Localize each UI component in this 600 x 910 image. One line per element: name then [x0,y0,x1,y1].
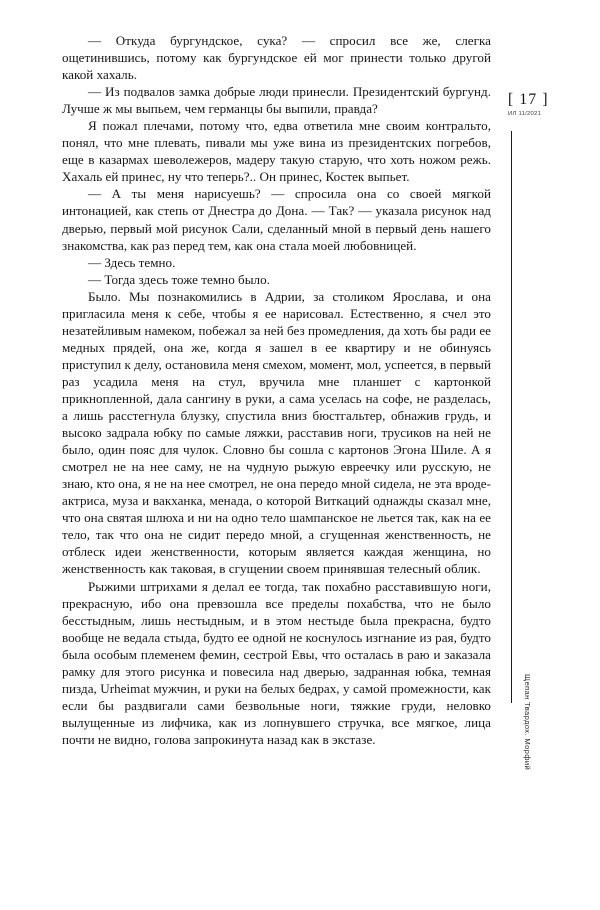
body-text-column [62,32,491,748]
paragraph: — Здесь темно. [88,254,176,270]
journal-issue-label: ИЛ 11/2021 [508,111,542,117]
paragraph: Было. Мы познакомились в Адрии, за столиком Ярослава, и она пригласила меня к себе, чтобы я ее нарисовал. Естественно, я счел это незатейливым намеком, побежал за ней без промедления, да хоть бы ради ее медных прядей, она же, когда я зашел в ее квартиру и не обинуясь приступил к делу, остановила меня смехом, момент, мол, успеется, в первый раз усадила меня на стул, вручила мне планшет с картонкой прикнопленной, дала сангину в руки, а сама уселась на софе, не разделась, а лишь расстегнула блузку, спустила вниз бюстгальтер, обнажив грудь, и высоко задрала юбку по самые ляжки, расставив ноги, трусиков на ней не было, один пояс для чулок. Словно бы сошла с картонов Эгона Шиле. А я смотрел не на нее саму, не на чудную рыжую евреечку или русскую, не знаю, кто она, я не на нее смотрел, не она передо мной сидела, не эта вроде-актриса, муза и вакханка, менада, о которой Виткаций однажды сказал мне, что она святая шлюха и ни на одно тело шампанское не льется так, как на ее тело, так что она не сидит передо мной, а сгущенная женственность, не отблеск идеи женственности, которым является каждая женщина, но женственность как таковая, в сгущении своем принявшая телесный облик. [62,288,492,577]
paragraph: — Тогда здесь тоже темно было. [88,271,270,287]
paragraph: Я пожал плечами, потому что, едва ответила мне своим контральто, понял, что мне плевать, пивали мы уже вина из президентских погребов, еще в казармах шеволежеров, мадеру такую старую, что хоть ножом режь. Хахаль ей принес, ну что теперь?.. Он принес, Костек выпьет. [62,118,491,185]
paragraph: — Из подвалов замка добрые люди принесли. Президентский бургунд. Лучше ж мы выпьем, чем германцы бы выпили, правда? [62,84,491,117]
paragraph: Рыжими штрихами я делал ее тогда, так похабно расставившую ноги, прекрасную, ибо она превзошла все пределы похабства, что не было бесстыдным, лишь нестыдным, и в этом нестыде была прекрасна, будто вообще не ведала стыда, будто ее одной не коснулось изгнание из рая, будто была особым племенем фемин, сестрой Евы, что осталась в раю и заказала рамку для этого рисунка и повесила над дверью, задранная юбка, темная пизда, Urheimat мужчин, и руки на белых бедрах, у самой промежности, как если бы раздвигали сами безвольные ноги, тяжкие груди, неловко вылущенные из лифчика, как из лопнувшего стручка, все мягкое, лица почти не видно, голова запрокинута назад как в экстазе. [62,578,491,747]
page-number: [ 17 ] [508,91,549,108]
paragraph: — Откуда бургундское, сука? — спросил все же, слегка ощетинившись, потому как бургундское ей мог принести только другой какой хахаль. [62,33,491,83]
folio-block [508,90,580,117]
vertical-rule [511,131,512,703]
running-head: Щепан Твардох. Морфий [523,674,532,771]
paragraph: — А ты меня нарисуешь? — спросила она со своей мягкой интонацией, как степь от Днестра до Дона. — Так? — указала рисунок над дверью, первый мой рисунок Сали, сделанный мной в первый день нашего знакомства, как раз перед тем, как она стала моей любовницей. [62,186,491,253]
